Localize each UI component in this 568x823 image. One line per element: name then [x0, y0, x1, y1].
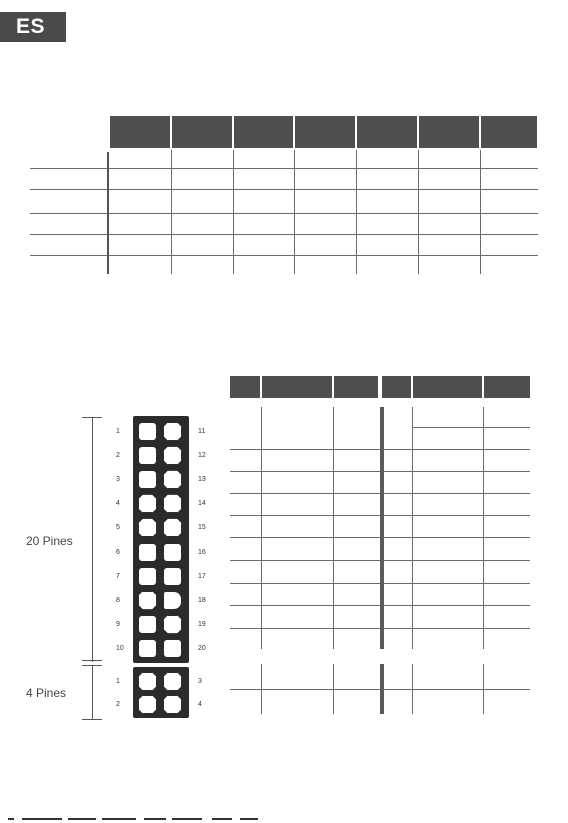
language-badge-label: ES	[16, 15, 46, 38]
pin-number-label: 8	[116, 596, 120, 604]
table-column-divider	[483, 664, 484, 714]
connector-pin	[138, 591, 157, 610]
pin-number-label: 1	[116, 428, 120, 435]
pin-number-label: 7	[116, 572, 120, 580]
connector-pin	[163, 518, 182, 537]
connector-pin	[163, 591, 182, 610]
connector-pin	[138, 695, 157, 714]
table-column-divider	[294, 150, 295, 274]
connector-pin	[138, 518, 157, 537]
connector-pin	[163, 494, 182, 513]
pin-number-label: 3	[198, 678, 202, 685]
pin-number-label: 2	[116, 452, 120, 460]
table-column-divider	[107, 152, 109, 274]
table-header-cell	[481, 116, 537, 148]
pin-number-label: 15	[198, 524, 206, 532]
table-column-divider	[480, 150, 481, 274]
pin-number-label: 14	[198, 500, 206, 508]
pin-number-label: 13	[198, 476, 206, 484]
connector-pin	[163, 615, 182, 634]
table-column-divider	[261, 407, 262, 649]
table-header-cell	[262, 376, 332, 398]
connector-pin	[138, 543, 157, 562]
table-column-divider	[483, 407, 484, 649]
bracket-line	[82, 719, 102, 720]
pin-number-label: 3	[116, 476, 120, 484]
bracket-line	[82, 660, 102, 661]
table-column-divider	[333, 407, 334, 649]
table-row-divider	[413, 427, 530, 428]
pin-number-label: 18	[198, 596, 206, 604]
bracket-line	[92, 417, 93, 662]
connector-pin	[163, 543, 182, 562]
table-column-divider	[261, 664, 262, 714]
table-header-cell	[382, 376, 411, 398]
table-header-cell	[334, 376, 378, 398]
connector-pin	[163, 639, 182, 658]
connector-pin	[138, 672, 157, 691]
connector-pin	[163, 470, 182, 489]
group-20-label: 20 Pines	[26, 534, 73, 548]
table-column-divider	[380, 407, 384, 649]
table-column-divider	[412, 664, 413, 714]
table-column-divider	[380, 664, 384, 714]
connector-pin	[138, 567, 157, 586]
pin-number-label: 4	[198, 701, 202, 708]
table-column-divider	[171, 150, 172, 274]
connector-pin	[163, 446, 182, 465]
table-header-cell	[357, 116, 417, 148]
pin-number-label: 2	[116, 701, 120, 708]
connector-pin	[138, 494, 157, 513]
table-header-cell	[230, 376, 260, 398]
connector-pin	[163, 672, 182, 691]
table-header-cell	[234, 116, 293, 148]
pin-number-label: 17	[198, 572, 206, 580]
pin-number-label: 9	[116, 620, 120, 628]
table-header-cell	[419, 116, 479, 148]
table-column-divider	[356, 150, 357, 274]
group-4-label: 4 Pines	[26, 686, 67, 700]
connector-pin	[138, 470, 157, 489]
pin-number-label: 6	[116, 548, 120, 556]
pin-number-label: 11	[198, 428, 206, 435]
language-badge	[0, 12, 66, 42]
connector-pin	[138, 615, 157, 634]
table-column-divider	[412, 407, 413, 649]
table-header-cell	[484, 376, 530, 398]
pin-number-label: 12	[198, 452, 206, 460]
pin-number-label: 16	[198, 548, 206, 556]
connector-pin	[163, 567, 182, 586]
pin-number-label: 20	[198, 644, 206, 652]
pin-number-label: 1	[116, 678, 120, 685]
bracket-line	[92, 665, 93, 720]
pin-number-label: 10	[116, 644, 124, 652]
pin-number-label: 19	[198, 620, 206, 628]
connector-pin	[163, 695, 182, 714]
table-header-cell	[110, 116, 170, 148]
connector-pin	[138, 446, 157, 465]
connector-pin	[138, 422, 157, 441]
table-header-cell	[413, 376, 482, 398]
table-header-cell	[172, 116, 232, 148]
table-column-divider	[418, 150, 419, 274]
pin-number-label: 4	[116, 500, 120, 508]
pin-number-label: 5	[116, 524, 120, 532]
connector-pin	[138, 639, 157, 658]
table-column-divider	[333, 664, 334, 714]
table-header-cell	[295, 116, 355, 148]
table-column-divider	[233, 150, 234, 274]
footer-printed-strip	[0, 818, 270, 823]
connector-pin	[163, 422, 182, 441]
